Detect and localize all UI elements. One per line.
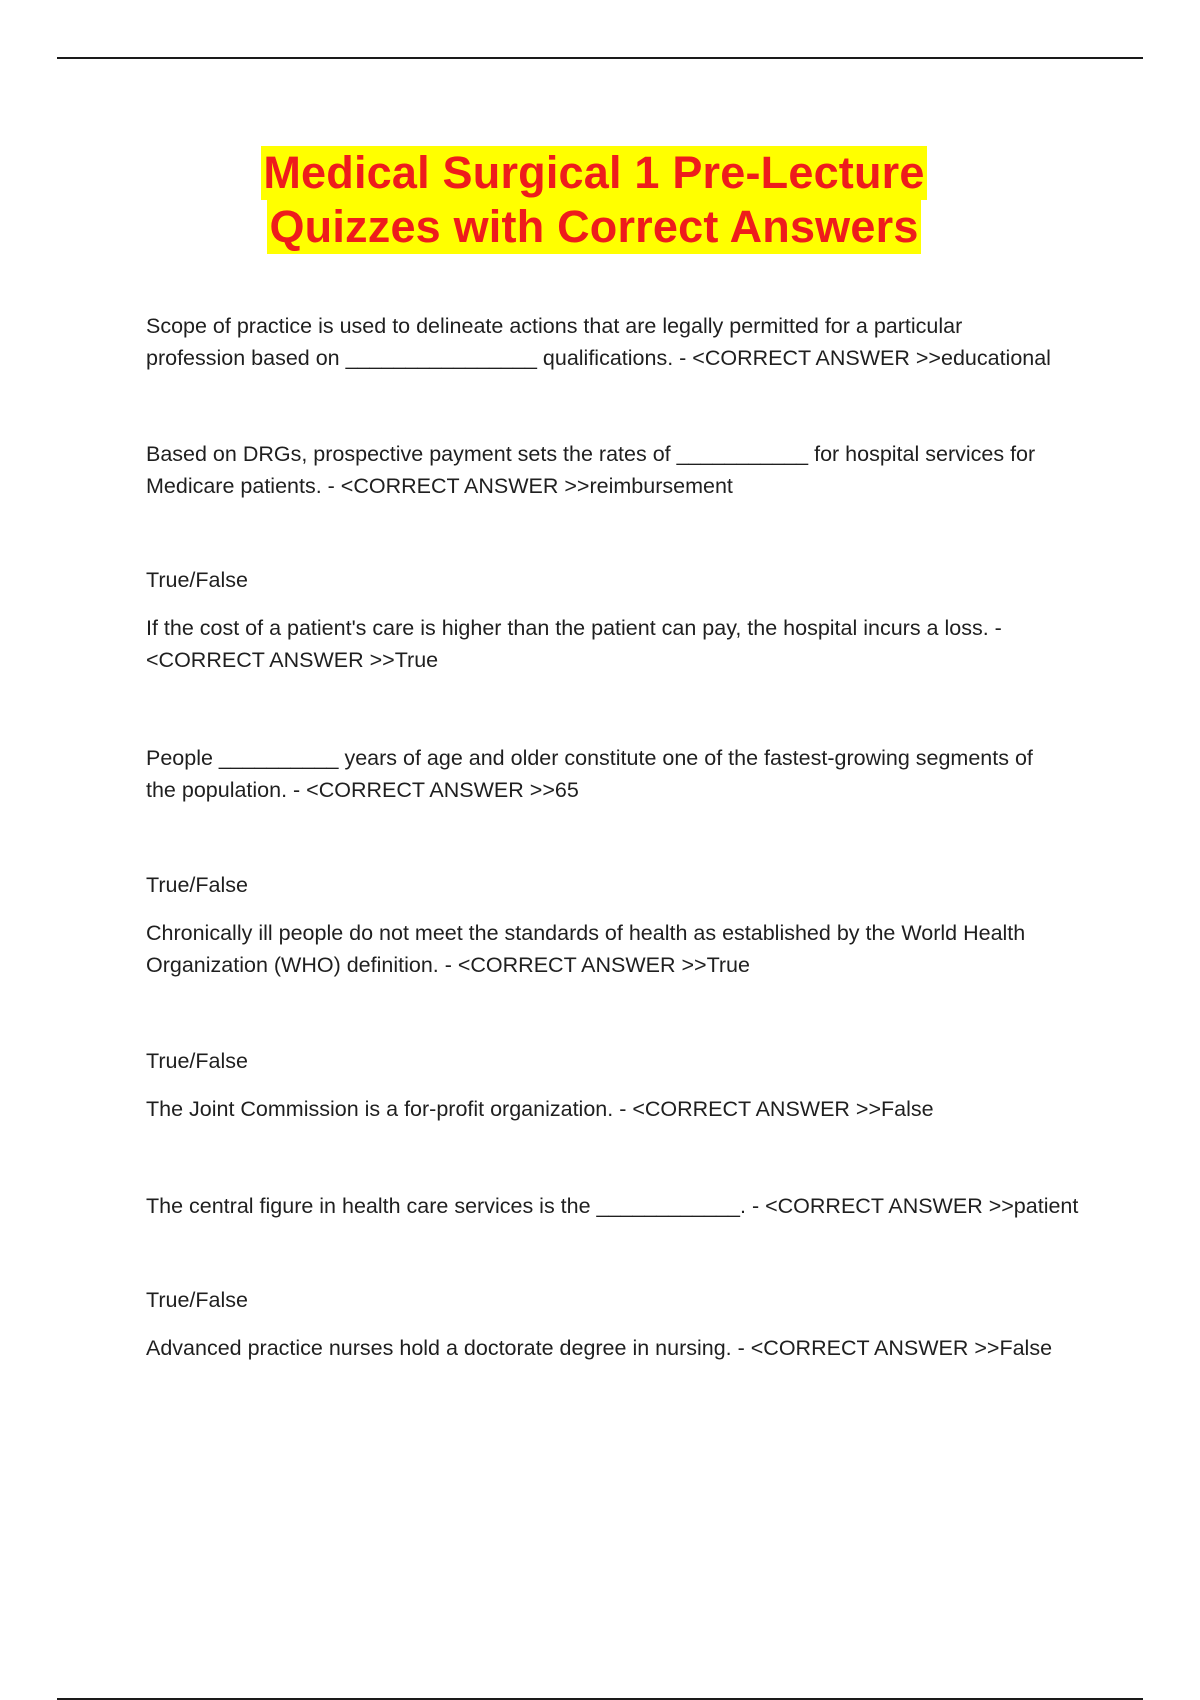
quiz-item-2 [146, 438, 1086, 502]
question-type-label: True/False [146, 568, 248, 592]
quiz-item-5 [146, 869, 1086, 981]
question-line: Based on DRGs, prospective payment sets the rates of ___________ for hospital services for [146, 442, 1036, 466]
question-line: The central figure in health care services is the ____________. - <CORRECT ANSWER >>patient [146, 1194, 1079, 1218]
question-line: Scope of practice is used to delineate actions that are legally permitted for a particular [146, 314, 963, 338]
quiz-item-4 [146, 742, 1086, 806]
question-line: profession based on ________________ qualifications. - <CORRECT ANSWER >>educational [146, 346, 1051, 370]
top-rule [57, 57, 1143, 59]
quiz-item-3 [146, 564, 1086, 676]
question-line: the population. - <CORRECT ANSWER >>65 [146, 778, 579, 802]
quiz-item-1 [146, 310, 1086, 374]
quiz-item-6 [146, 1045, 1086, 1125]
quiz-item-8 [146, 1284, 1086, 1364]
question-line: Organization (WHO) definition. - <CORRECT ANSWER >>True [146, 953, 750, 977]
quiz-item-7 [146, 1190, 1086, 1222]
question-type-label: True/False [146, 873, 248, 897]
question-line: People __________ years of age and older constitute one of the fastest-growing segments of [146, 746, 1033, 770]
question-line: Chronically ill people do not meet the standards of health as established by the World Health [146, 921, 1026, 945]
title-line-1: Medical Surgical 1 Pre-Lecture [263, 147, 925, 198]
question-line: If the cost of a patient's care is higher than the patient can pay, the hospital incurs a loss. - [146, 616, 1002, 640]
question-line: Medicare patients. - <CORRECT ANSWER >>reimbursement [146, 474, 733, 498]
question-line: Advanced practice nurses hold a doctorate degree in nursing. - <CORRECT ANSWER >>False [146, 1336, 1053, 1360]
title-line-2: Quizzes with Correct Answers [269, 201, 919, 252]
question-line: <CORRECT ANSWER >>True [146, 648, 439, 672]
question-type-label: True/False [146, 1049, 248, 1073]
document-title [0, 146, 1188, 254]
question-type-label: True/False [146, 1288, 248, 1312]
question-line: The Joint Commission is a for-profit organization. - <CORRECT ANSWER >>False [146, 1097, 934, 1121]
